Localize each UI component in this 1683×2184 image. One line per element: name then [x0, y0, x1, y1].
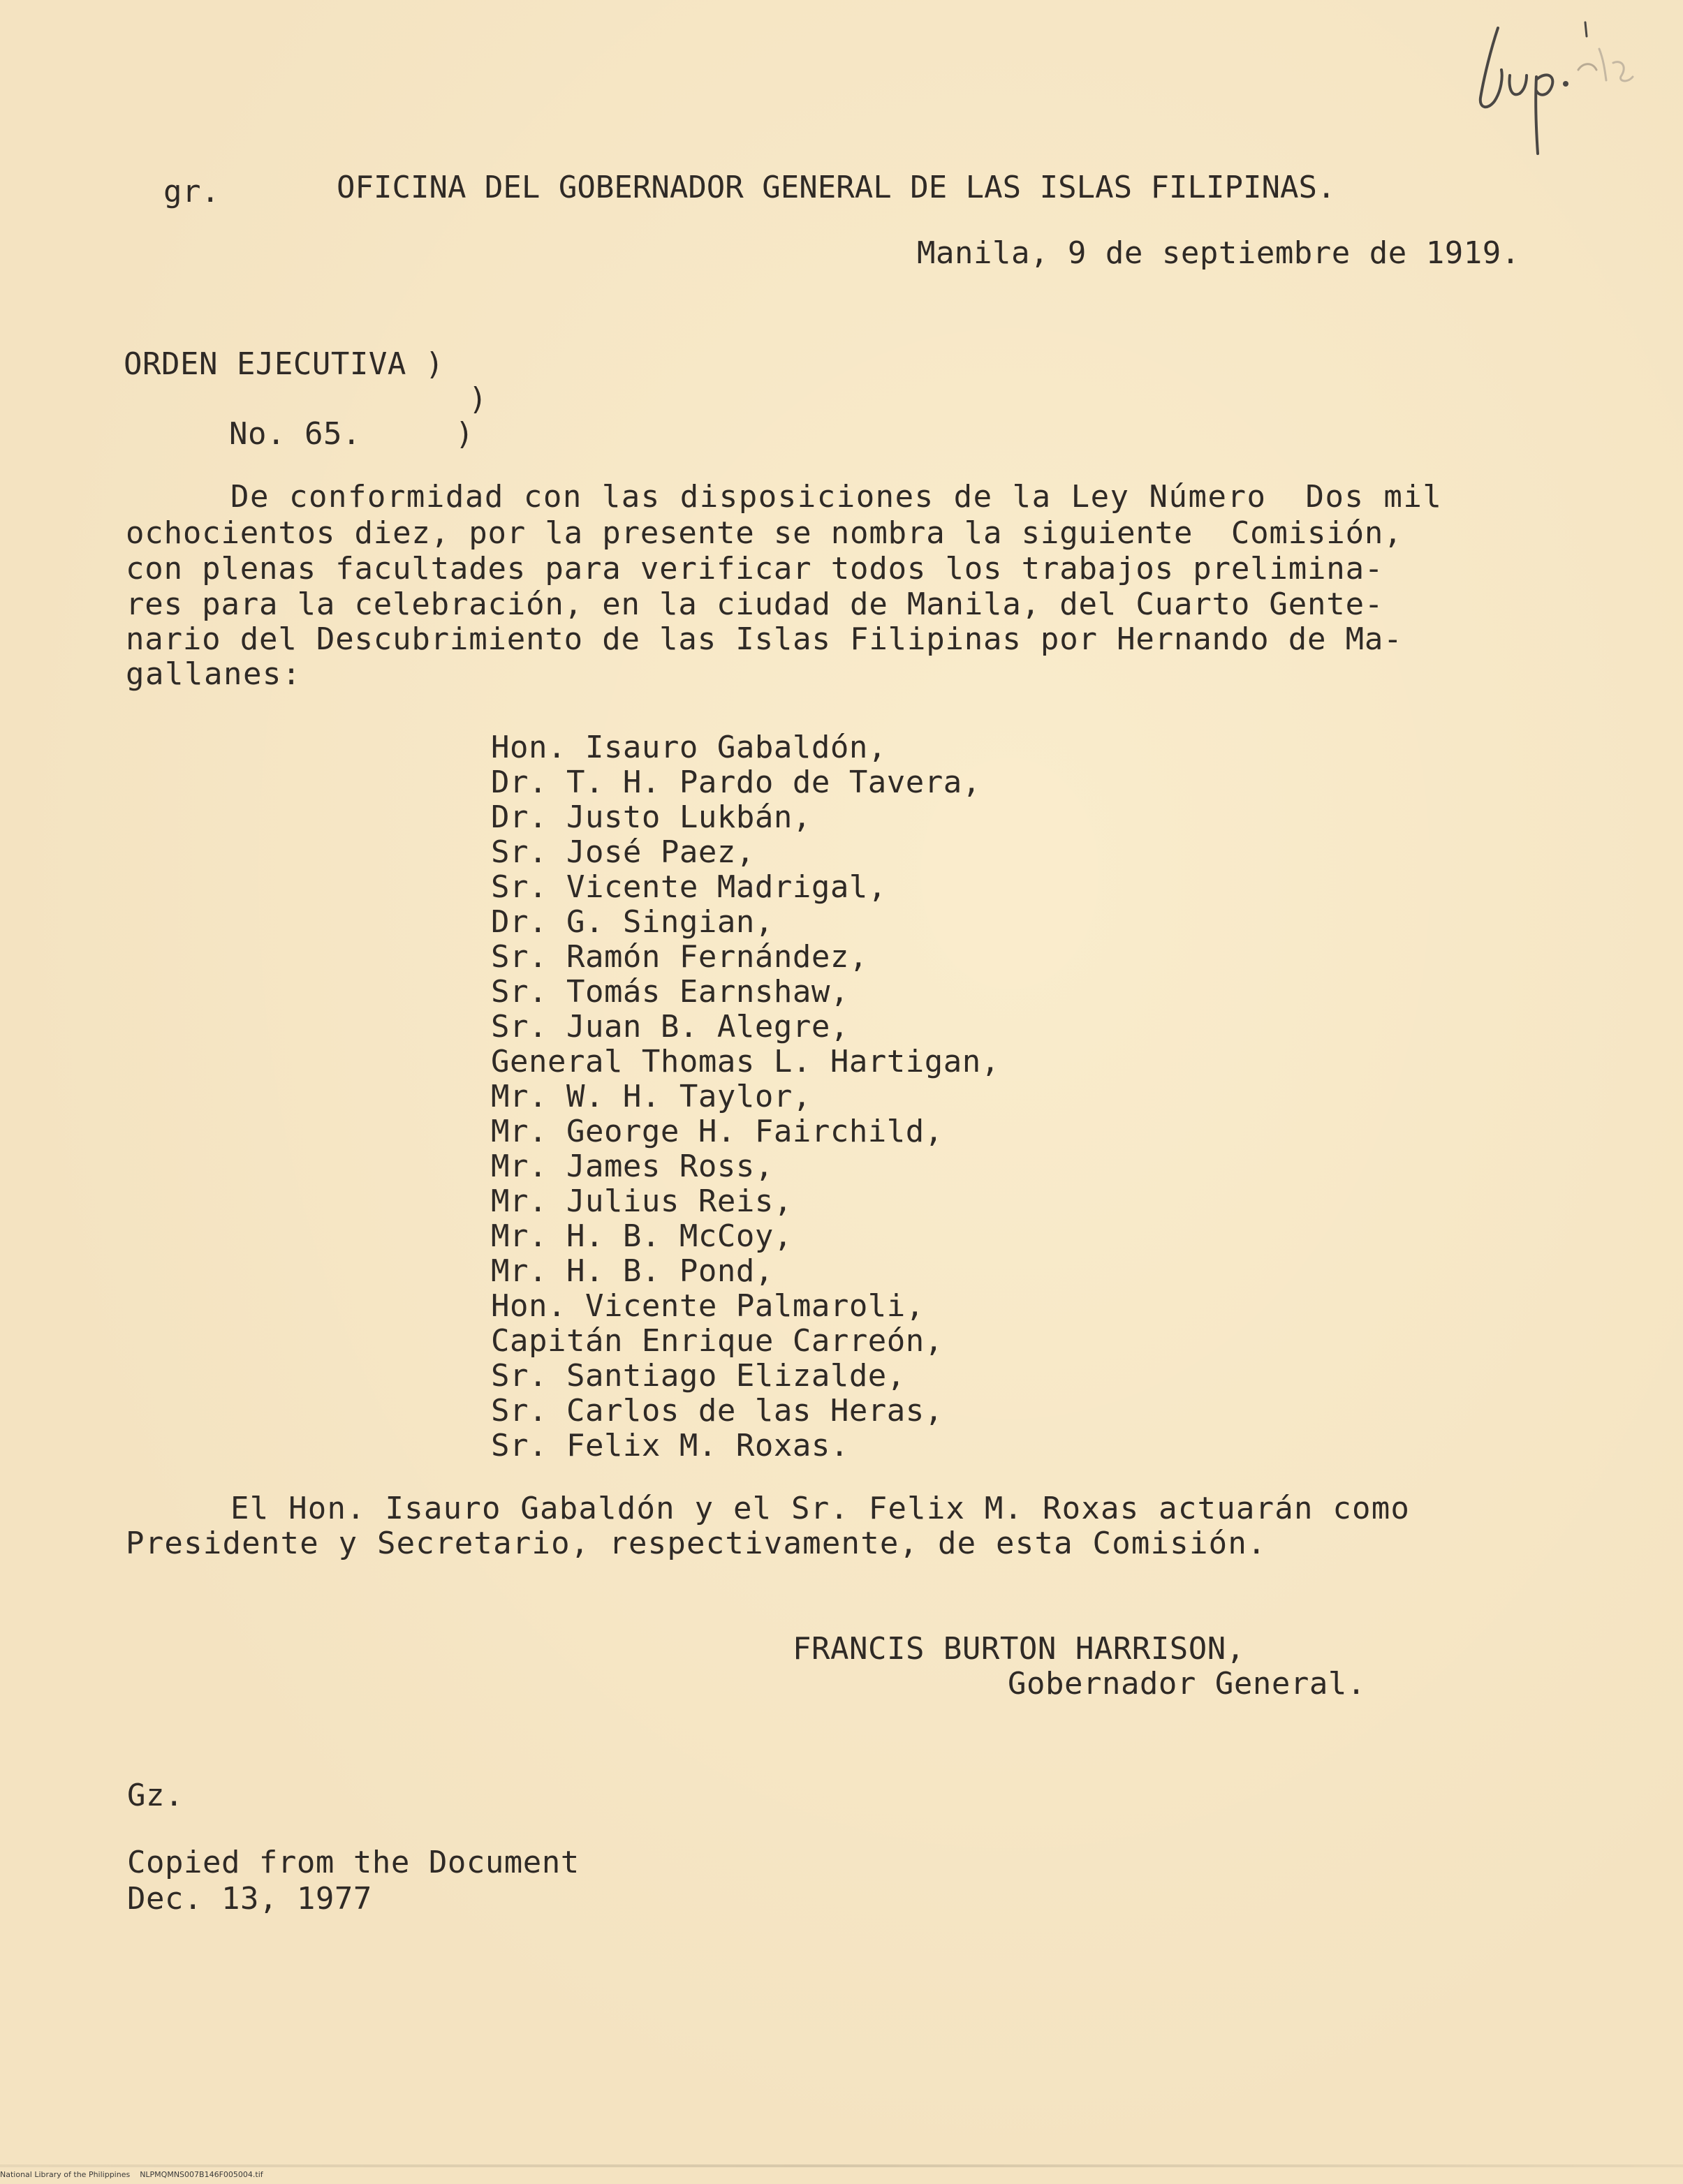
member-name: Sr. Carlos de las Heras, [491, 1393, 943, 1429]
intro-line-1: De conformidad con las disposiciones de la Ley Número Dos mil [230, 479, 1443, 515]
member-name: Hon. Isauro Gabaldón, [491, 730, 887, 765]
member-name: Dr. G. Singian, [491, 904, 774, 940]
intro-line-3: con plenas facultades para verificar todos los trabajos prelimina- [126, 551, 1384, 586]
member-name: Sr. Santiago Elizalde, [491, 1358, 906, 1394]
typist-reference: gr. [163, 174, 220, 209]
intro-line-2: ochocientos diez, por la presente se nombra la siguiente Comisión, [126, 515, 1403, 551]
order-number: No. 65. ) [229, 416, 474, 452]
member-name: Hon. Vicente Palmaroli, [491, 1288, 925, 1324]
copy-note: Copied from the Document [127, 1845, 580, 1880]
place-date: Manila, 9 de septiembre de 1919. [917, 235, 1520, 271]
member-name: General Thomas L. Hartigan, [491, 1044, 1000, 1079]
member-name: Mr. H. B. McCoy, [491, 1218, 793, 1254]
member-name: Mr. James Ross, [491, 1149, 774, 1184]
member-name: Sr. Vicente Madrigal, [491, 869, 887, 905]
order-title: ORDEN EJECUTIVA ) [124, 346, 444, 382]
member-name: Dr. T. H. Pardo de Tavera, [491, 765, 981, 800]
closing-line-1: El Hon. Isauro Gabaldón y el Sr. Felix M. Roxas actuarán como [230, 1491, 1411, 1526]
closing-line-2: Presidente y Secretario, respectivamente, de esta Comisión. [126, 1526, 1267, 1561]
member-name: Mr. George H. Fairchild, [491, 1114, 943, 1149]
signatory-title: Gobernador General. [1008, 1666, 1366, 1702]
scan-edge [0, 2164, 1683, 2167]
signatory-name: FRANCIS BURTON HARRISON, [793, 1631, 1245, 1667]
member-name: Mr. H. B. Pond, [491, 1253, 774, 1289]
typist-initials: Gz. [127, 1778, 184, 1813]
member-name: Sr. Tomás Earnshaw, [491, 974, 849, 1010]
member-name: Sr. Felix M. Roxas. [491, 1428, 849, 1463]
member-name: Mr. W. H. Taylor, [491, 1079, 811, 1114]
member-name: Capitán Enrique Carreón, [491, 1323, 943, 1359]
member-name: Sr. Ramón Fernández, [491, 939, 868, 975]
member-name: Sr. José Paez, [491, 834, 755, 870]
intro-line-5: nario del Descubrimiento de las Islas Filipinas por Hernando de Ma- [126, 621, 1403, 657]
intro-line-6: gallanes: [126, 656, 302, 692]
member-name: Dr. Justo Lukbán, [491, 799, 811, 835]
member-name: Sr. Juan B. Alegre, [491, 1009, 849, 1045]
office-heading: OFICINA DEL GOBERNADOR GENERAL DE LAS ISLAS FILIPINAS. [337, 170, 1336, 205]
order-bracket: ) [469, 381, 487, 417]
handwritten-annotation [1460, 21, 1641, 161]
intro-line-4: res para la celebración, en la ciudad de Manila, del Cuarto Gente- [126, 586, 1384, 622]
member-name: Mr. Julius Reis, [491, 1183, 793, 1219]
archive-footer: National Library of the Philippines NLPMQMNS007B146F005004.tif [0, 2170, 263, 2179]
copy-date: Dec. 13, 1977 [127, 1881, 372, 1917]
